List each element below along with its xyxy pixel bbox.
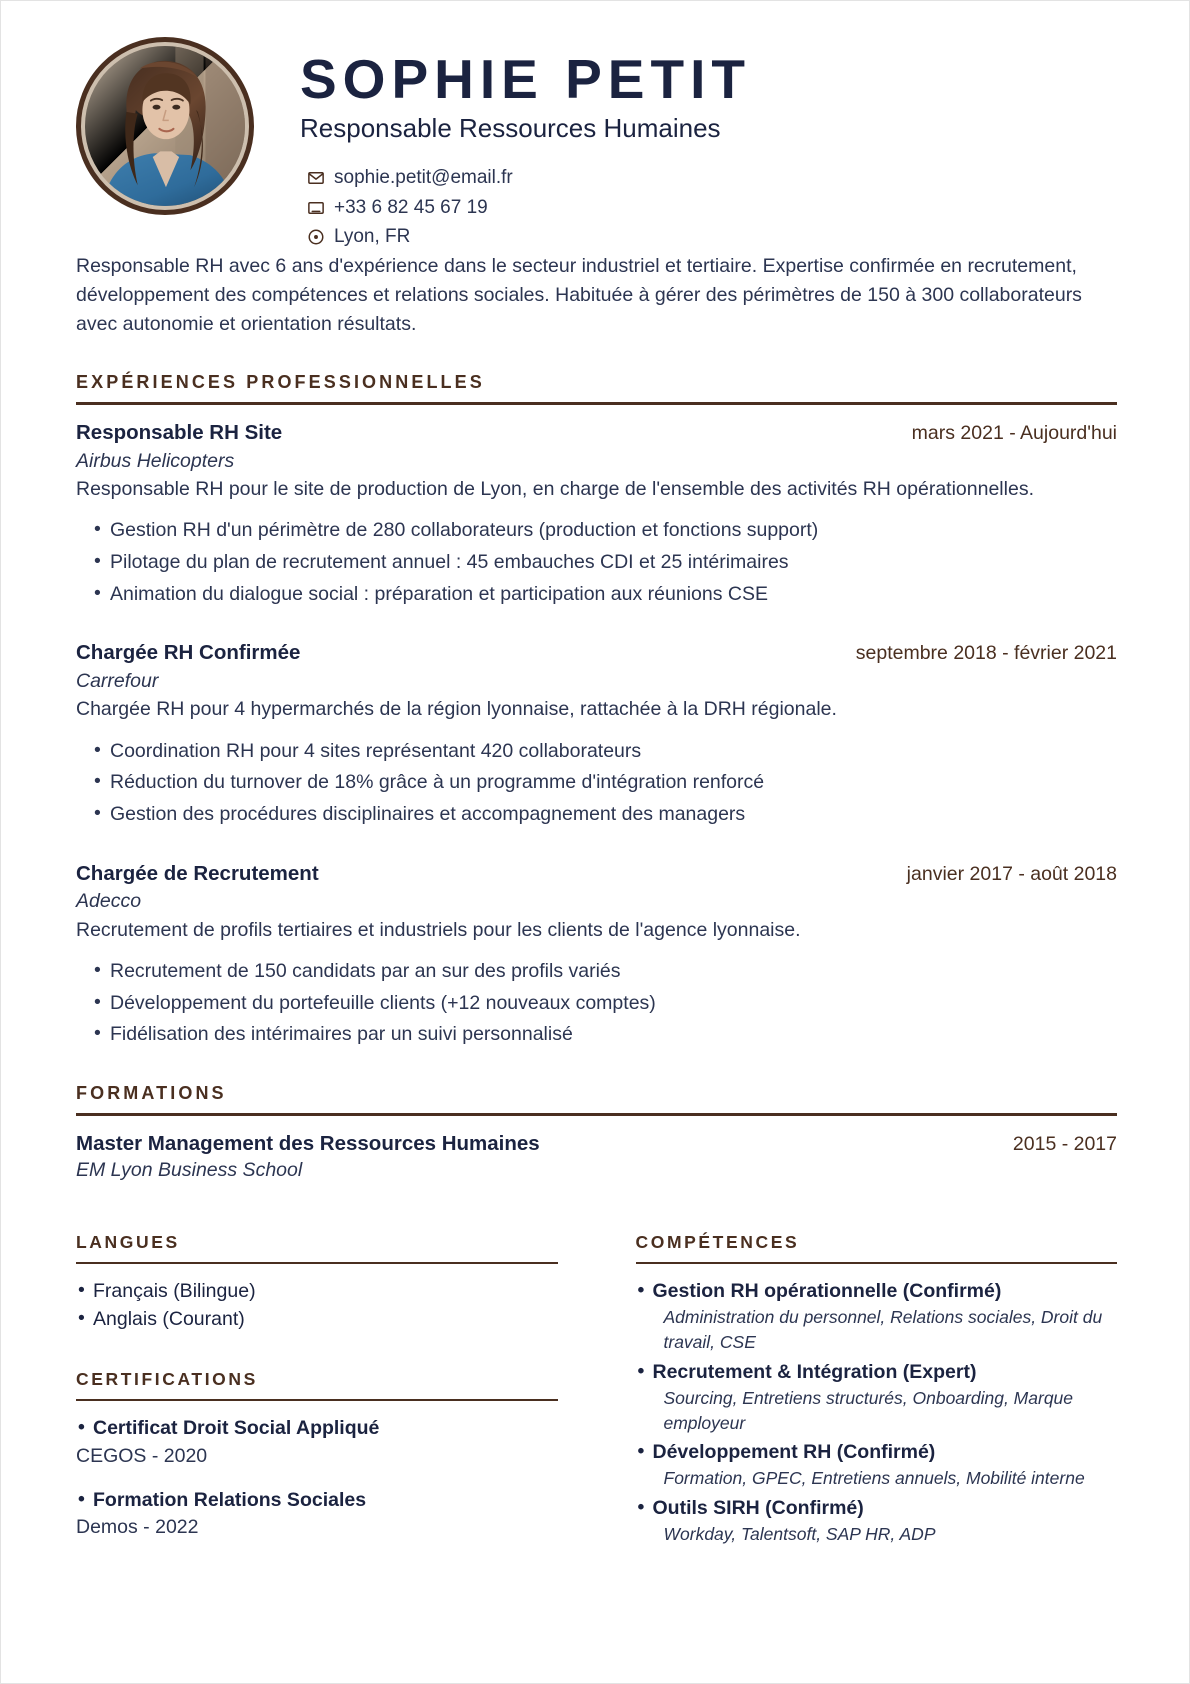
job-bullet-list <box>76 517 1117 608</box>
section-divider <box>76 402 1117 405</box>
certification-name: • Certificat Droit Social Appliqué <box>76 1415 558 1441</box>
job-company: Adecco <box>76 890 142 913</box>
language-item: • Anglais (Courant) <box>76 1306 558 1334</box>
resume-header <box>76 29 1117 249</box>
professional-summary: Responsable RH avec 6 ans d'expérience dans le secteur industriel et tertiaire. Expertise confirmée en recrutement, développement des compétences et relations sociales. Habituée à gérer des périmètres de 150 à 300 collaborateurs avec autonomie et orientation résultats. <box>76 255 1082 335</box>
contact-location[interactable] <box>306 225 1117 249</box>
job-description: Responsable RH pour le site de production de Lyon, en charge de l'ensemble des activités RH opérationnelles. <box>76 478 1034 501</box>
skill-item <box>636 1359 1118 1437</box>
certification-meta: CEGOS - 2020 <box>76 1444 208 1467</box>
experience-item <box>76 862 1117 1049</box>
skills-list <box>636 1278 1118 1547</box>
phone-icon <box>306 198 325 217</box>
skill-detail: Workday, Talentsoft, SAP HR, ADP <box>663 1523 936 1544</box>
skill-name: • Outils SIRH (Confirmé) <box>636 1495 1118 1522</box>
profile-photo <box>85 46 245 206</box>
job-description: Recrutement de profils tertiaires et industriels pour les clients de l'agence lyonnaise. <box>76 918 801 941</box>
right-column <box>636 1232 1118 1550</box>
education-item <box>76 1132 1117 1182</box>
experience-section <box>76 372 1117 1049</box>
skill-item <box>636 1439 1118 1491</box>
job-bullet-list <box>76 738 1117 829</box>
certification-item <box>76 1415 558 1469</box>
certification-meta: Demos - 2022 <box>76 1516 199 1539</box>
languages-section <box>76 1232 558 1333</box>
contact-location-value: Lyon, FR <box>334 226 411 248</box>
education-degree: Master Management des Ressources Humaines <box>76 1132 540 1156</box>
certification-name: • Formation Relations Sociales <box>76 1487 558 1513</box>
job-dates: janvier 2017 - août 2018 <box>906 862 1117 885</box>
skill-detail: Sourcing, Entretiens structurés, Onboarding, Marque employeur <box>663 1387 1074 1433</box>
certifications-section <box>76 1369 558 1540</box>
section-divider <box>636 1262 1118 1264</box>
certifications-list <box>76 1415 558 1540</box>
location-pin-icon <box>306 228 325 247</box>
contact-email[interactable] <box>306 166 1117 190</box>
job-bullet: • Développement du portefeuille clients (+12 nouveaux comptes) <box>94 990 1117 1018</box>
job-dates: mars 2021 - Aujourd'hui <box>911 422 1117 445</box>
job-bullet-list <box>76 958 1117 1049</box>
skill-name: • Développement RH (Confirmé) <box>636 1439 1118 1466</box>
skills-section-title: COMPÉTENCES <box>635 1232 800 1253</box>
job-description: Chargée RH pour 4 hypermarchés de la région lyonnaise, rattachée à la DRH régionale. <box>76 698 837 721</box>
job-title: Chargée de Recrutement <box>76 861 319 885</box>
avatar-container <box>76 29 262 215</box>
job-dates: septembre 2018 - février 2021 <box>855 642 1117 665</box>
experience-item <box>76 421 1117 608</box>
skill-item <box>636 1495 1118 1547</box>
certification-item <box>76 1487 558 1541</box>
candidate-role: Responsable Ressources Humaines <box>300 112 721 143</box>
job-bullet: • Animation du dialogue social : préparation et participation aux réunions CSE <box>94 581 1117 609</box>
skill-name: • Gestion RH opérationnelle (Confirmé) <box>636 1278 1118 1305</box>
education-section-title: FORMATIONS <box>76 1083 227 1104</box>
envelope-icon <box>306 168 325 187</box>
education-section <box>76 1083 1117 1182</box>
contact-list <box>300 166 1117 249</box>
skill-item <box>636 1278 1118 1356</box>
education-dates: 2015 - 2017 <box>1012 1133 1117 1156</box>
job-company: Airbus Helicopters <box>76 449 235 472</box>
bottom-columns <box>76 1232 1117 1550</box>
job-bullet: • Fidélisation des intérimaires par un suivi personnalisé <box>94 1021 1117 1049</box>
job-bullet: • Recrutement de 150 candidats par an sur des profils variés <box>94 958 1117 986</box>
left-column <box>76 1232 558 1550</box>
job-company: Carrefour <box>76 670 159 693</box>
contact-phone[interactable] <box>306 196 1117 220</box>
job-title: Chargée RH Confirmée <box>76 641 301 665</box>
contact-phone-value: +33 6 82 45 67 19 <box>334 196 488 218</box>
header-text-block <box>262 29 1117 249</box>
skill-detail: Administration du personnel, Relations sociales, Droit du travail, CSE <box>663 1306 1103 1353</box>
languages-section-title: LANGUES <box>76 1232 180 1253</box>
certifications-section-title: CERTIFICATIONS <box>76 1369 258 1390</box>
skill-detail: Formation, GPEC, Entretiens annuels, Mobilité interne <box>663 1468 1085 1489</box>
languages-list <box>76 1278 558 1333</box>
section-divider <box>76 1113 1117 1116</box>
candidate-name: SOPHIE PETIT <box>300 48 751 110</box>
section-divider <box>76 1262 558 1264</box>
experience-item <box>76 641 1117 828</box>
experience-section-title: EXPÉRIENCES PROFESSIONNELLES <box>76 372 485 393</box>
section-divider <box>76 1399 558 1401</box>
avatar <box>76 37 254 215</box>
education-school: EM Lyon Business School <box>76 1159 303 1182</box>
job-bullet: • Réduction du turnover de 18% grâce à un programme d'intégration renforcé <box>94 769 1117 797</box>
job-bullet: • Pilotage du plan de recrutement annuel : 45 embauches CDI et 25 intérimaires <box>94 549 1117 577</box>
job-bullet: • Gestion RH d'un périmètre de 280 collaborateurs (production et fonctions support) <box>94 517 1117 545</box>
job-bullet: • Coordination RH pour 4 sites représentant 420 collaborateurs <box>94 738 1117 766</box>
job-title: Responsable RH Site <box>76 421 283 445</box>
job-bullet: • Gestion des procédures disciplinaires et accompagnement des managers <box>94 801 1117 829</box>
language-item: • Français (Bilingue) <box>76 1278 558 1306</box>
skill-name: • Recrutement & Intégration (Expert) <box>636 1359 1118 1386</box>
contact-email-value: sophie.petit@email.fr <box>334 166 513 188</box>
skills-section <box>636 1232 1118 1547</box>
